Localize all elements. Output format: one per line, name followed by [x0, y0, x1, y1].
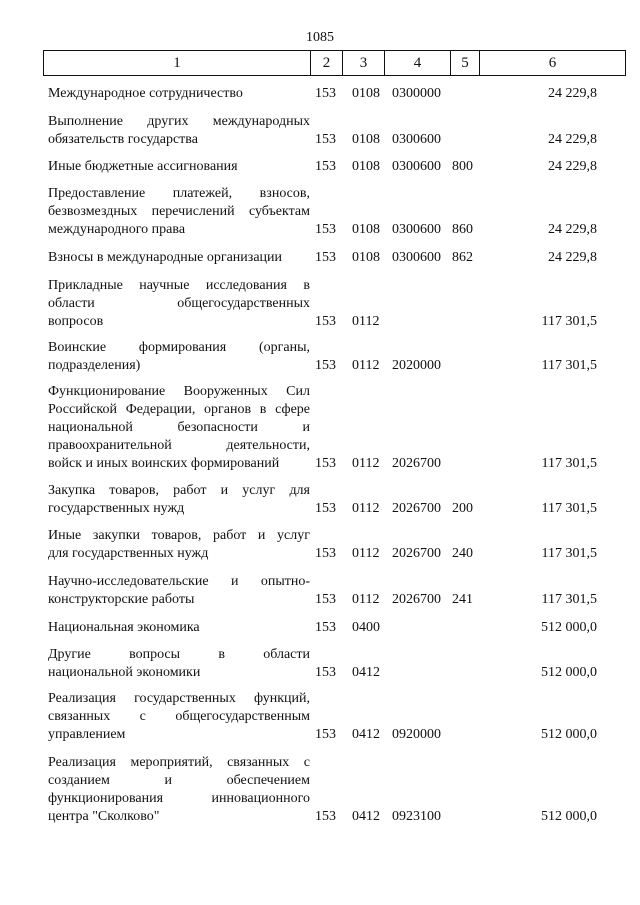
row-col-2: 153 [315, 222, 336, 237]
row-name [48, 85, 310, 103]
header-col-3: 3 [343, 51, 385, 75]
row-col-5: 241 [452, 592, 473, 607]
row-name-line: Иные закупки товаров, работ и услуг [48, 528, 310, 543]
row-name-line: безвозмездных перечислений субъектам [48, 204, 310, 219]
row-col-6: 117 301,5 [541, 546, 597, 561]
row-name-line: управлением [48, 727, 126, 742]
row-col-2: 153 [315, 250, 336, 265]
row-col-2: 153 [315, 132, 336, 147]
row-col-4: 2026700 [392, 546, 441, 561]
row-col-3: 0108 [352, 86, 380, 101]
row-name-line: Реализация государственных функций, [48, 691, 310, 706]
row-col-4: 2020000 [392, 358, 441, 373]
row-name-line: Национальная экономика [48, 620, 200, 635]
row-col-2: 153 [315, 546, 336, 561]
row-name-line: международного права [48, 222, 186, 237]
row-col-6: 24 229,8 [548, 250, 597, 265]
row-name [48, 383, 310, 473]
row-col-3: 0108 [352, 222, 380, 237]
row-name-line: национальной безопасности и [48, 420, 310, 435]
row-col-2: 153 [315, 358, 336, 373]
row-col-5: 862 [452, 250, 473, 265]
row-name-line: Научно-исследовательские и опытно- [48, 574, 310, 589]
row-name [48, 754, 310, 826]
row-name [48, 690, 310, 744]
row-col-4: 2026700 [392, 501, 441, 516]
row-name-line: обязательств государства [48, 132, 198, 147]
row-col-3: 0112 [352, 456, 380, 471]
row-col-6: 512 000,0 [541, 665, 597, 680]
row-col-3: 0412 [352, 665, 380, 680]
row-name-line: центра "Сколково" [48, 809, 160, 824]
row-name-line: для государственных нужд [48, 546, 209, 561]
row-col-6: 24 229,8 [548, 222, 597, 237]
row-col-4: 2026700 [392, 456, 441, 471]
row-name-line: Выполнение других международных [48, 114, 310, 129]
row-col-3: 0112 [352, 592, 380, 607]
row-col-4: 0300600 [392, 159, 441, 174]
header-col-6: 6 [548, 55, 557, 71]
header-col-1: 1 [44, 51, 311, 75]
row-name [48, 277, 310, 331]
row-col-4: 0920000 [392, 727, 441, 742]
row-name [48, 339, 310, 375]
row-name-line: войск и иных воинских формирований [48, 456, 280, 471]
row-name-line: Воинские формирования (органы, [48, 340, 310, 355]
row-col-6: 117 301,5 [541, 592, 597, 607]
row-col-3: 0112 [352, 314, 380, 329]
row-name [48, 619, 310, 637]
row-col-6: 512 000,0 [541, 809, 597, 824]
row-col-2: 153 [315, 456, 336, 471]
row-name-line: Международное сотрудничество [48, 86, 243, 101]
row-col-5: 860 [452, 222, 473, 237]
row-col-6: 24 229,8 [548, 159, 597, 174]
row-col-6: 117 301,5 [541, 358, 597, 373]
row-col-3: 0108 [352, 132, 380, 147]
row-col-4: 0300600 [392, 250, 441, 265]
row-col-2: 153 [315, 86, 336, 101]
row-col-6: 117 301,5 [541, 501, 597, 516]
row-name-line: связанных с общегосударственным [48, 709, 310, 724]
row-name [48, 482, 310, 518]
row-name [48, 158, 310, 176]
row-name-line: Закупка товаров, работ и услуг для [48, 483, 310, 498]
row-name-line: функционирования инновационного [48, 791, 310, 806]
row-name-line: конструкторские работы [48, 592, 195, 607]
row-col-3: 0108 [352, 250, 380, 265]
row-col-4: 2026700 [392, 592, 441, 607]
row-name-line: Другие вопросы в области [48, 647, 310, 662]
row-col-5: 240 [452, 546, 473, 561]
header-col-2: 2 [311, 51, 343, 75]
row-col-4: 0923100 [392, 809, 441, 824]
row-col-3: 0412 [352, 727, 380, 742]
row-col-3: 0112 [352, 501, 380, 516]
row-col-2: 153 [315, 809, 336, 824]
row-col-2: 153 [315, 592, 336, 607]
row-name-line: Предоставление платежей, взносов, [48, 186, 310, 201]
row-col-4: 0300600 [392, 222, 441, 237]
row-name [48, 185, 310, 239]
row-name [48, 249, 310, 267]
row-name [48, 646, 310, 682]
row-name-line: Функционирование Вооруженных Сил [48, 384, 310, 399]
row-col-6: 512 000,0 [541, 620, 597, 635]
row-col-4: 0300000 [392, 86, 441, 101]
row-name-line: Российской Федерации, органов в сфере [48, 402, 310, 417]
row-name [48, 113, 310, 149]
row-name-line: Прикладные научные исследования в [48, 278, 310, 293]
row-col-2: 153 [315, 665, 336, 680]
row-col-3: 0108 [352, 159, 380, 174]
header-col-4: 4 [385, 51, 451, 75]
row-name-line: правоохранительной деятельности, [48, 438, 310, 453]
row-col-3: 0400 [352, 620, 380, 635]
row-name-line: подразделения) [48, 358, 141, 373]
row-col-4: 0300600 [392, 132, 441, 147]
row-name-line: Реализация мероприятий, связанных с [48, 755, 310, 770]
row-name-line: Взносы в международные организации [48, 250, 283, 265]
row-col-6: 512 000,0 [541, 727, 597, 742]
row-col-6: 117 301,5 [541, 456, 597, 471]
row-col-2: 153 [315, 501, 336, 516]
row-col-2: 153 [315, 314, 336, 329]
row-name-line: вопросов [48, 314, 104, 329]
row-name-line: государственных нужд [48, 501, 185, 516]
row-col-2: 153 [315, 727, 336, 742]
row-name-line: Иные бюджетные ассигнования [48, 159, 238, 174]
row-name-line: области общегосударственных [48, 296, 310, 311]
row-col-5: 800 [452, 159, 473, 174]
row-col-3: 0112 [352, 546, 380, 561]
page-number: 1085 [306, 30, 334, 45]
row-col-6: 24 229,8 [548, 86, 597, 101]
row-col-6: 24 229,8 [548, 132, 597, 147]
row-name-line: созданием и обеспечением [48, 773, 310, 788]
row-col-2: 153 [315, 159, 336, 174]
row-col-3: 0112 [352, 358, 380, 373]
row-col-2: 153 [315, 620, 336, 635]
row-col-5: 200 [452, 501, 473, 516]
row-name-line: национальной экономики [48, 665, 201, 680]
header-col-5: 5 [451, 51, 480, 75]
row-name [48, 573, 310, 609]
row-col-6: 117 301,5 [541, 314, 597, 329]
row-col-3: 0412 [352, 809, 380, 824]
row-name [48, 527, 310, 563]
